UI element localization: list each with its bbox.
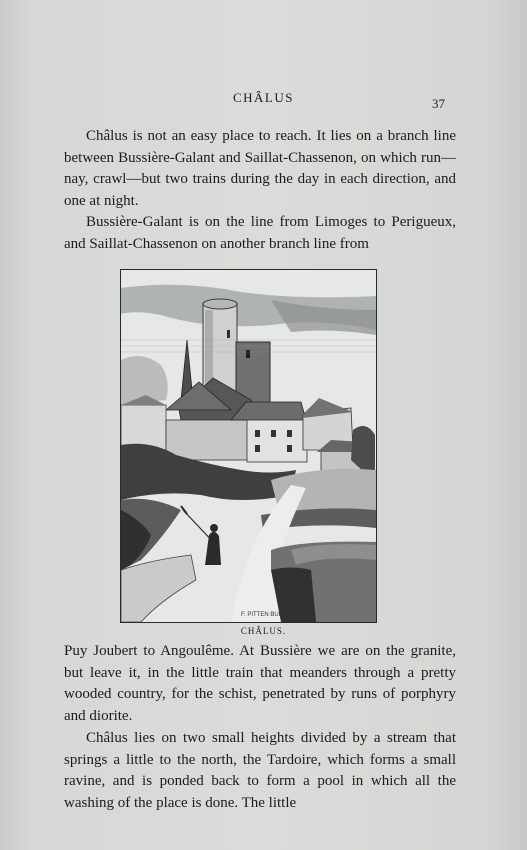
running-head: CHÂLUS: [232, 90, 294, 105]
engraver-credit: F. PITTEN BURTON: [241, 612, 296, 618]
body-paragraph-3: Puy Joubert to Angoulême. At Bussière we are on the granite, but leave it, in the little train that meanders through a pretty wooded country, for the schist, penetrated by runs of porphyry and diorite.: [64, 643, 456, 724]
page-number: 37: [432, 96, 445, 111]
chalus-illustration: [120, 269, 377, 623]
figure-caption: CHÂLUS.: [240, 626, 287, 636]
body-paragraph-2: Bussière-Galant is on the line from Limoges to Perigueux, and Saillat-Chassenon on another branch line from: [64, 214, 456, 252]
body-paragraph-4: Châlus lies on two small heights divided by a stream that springs a little to the north, the Tardoire, which forms a small ravine, and is ponded back to form a pool in which all the washing of the place is done. The little: [64, 730, 456, 811]
body-paragraph-1: Châlus is not an easy place to reach. It lies on a branch line between Bussière-Galant and Saillat-Chassenon, on which run—nay, crawl—but two trains during the day in each direction, and one at night.: [64, 128, 456, 209]
